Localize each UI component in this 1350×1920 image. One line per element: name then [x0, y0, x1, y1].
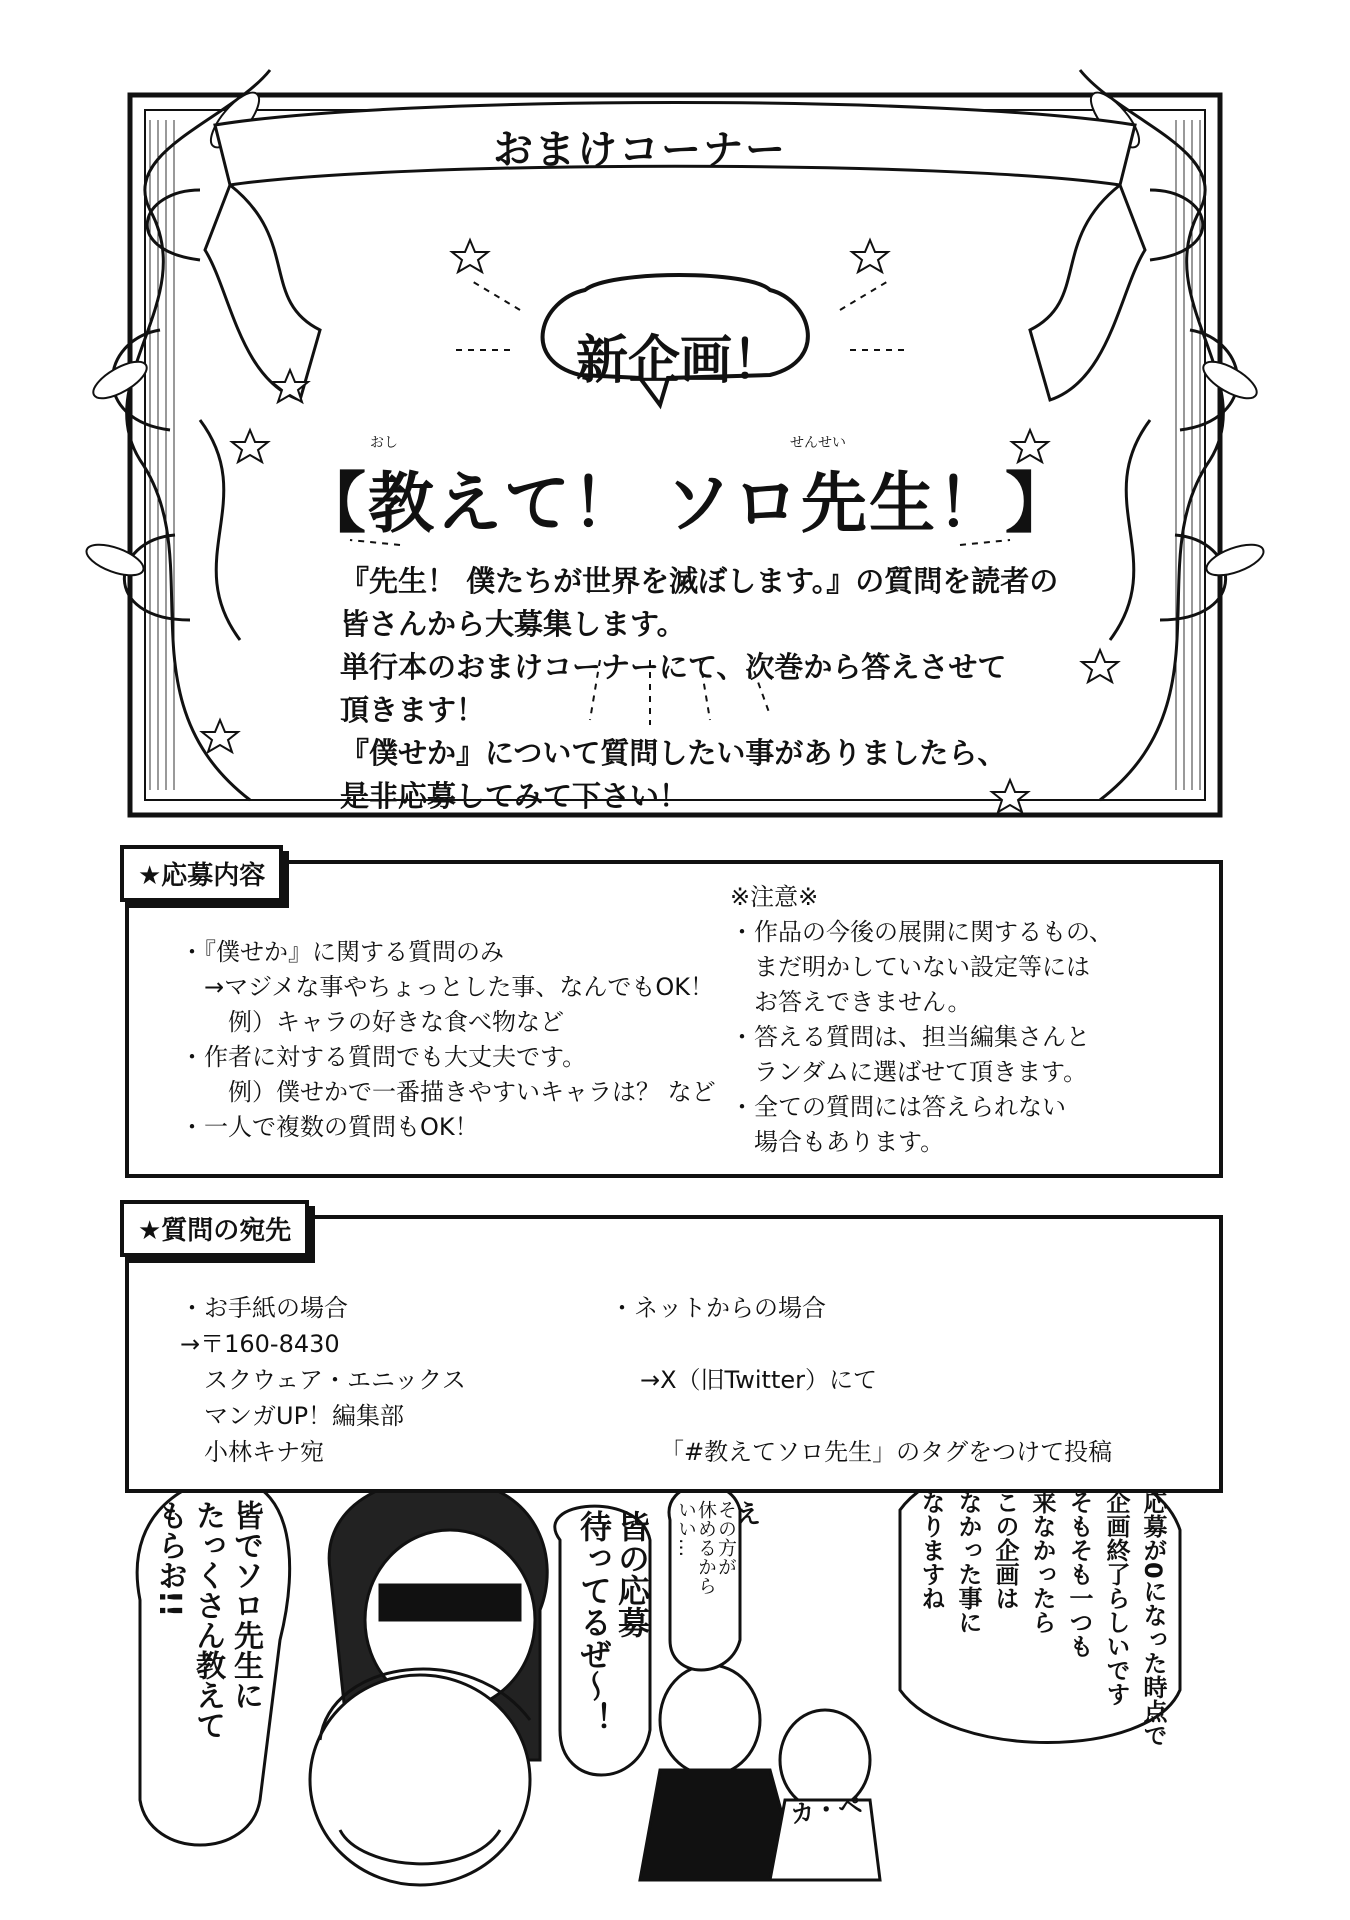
mail-line: マンガUP！編集部 — [180, 1402, 405, 1430]
intro-line: 『僕せか』について質問したい事がありましたら、 — [340, 736, 1007, 770]
speech-middle — [575, 1510, 651, 1770]
note-line: ランダムに選ばせて頂きます。 — [730, 1058, 1088, 1086]
mail-address-block — [180, 1290, 466, 1470]
speech-small — [675, 1500, 761, 1660]
intro-line: 是非応募してみて下さい！ — [340, 779, 689, 813]
speech-left — [150, 1500, 264, 1830]
mail-line: 小林キナ宛 — [180, 1438, 324, 1466]
intro-line: 単行本のおまけコーナーにて、次巻から答えさせて — [340, 650, 1007, 684]
list-item: ・作者に対する質問でも大丈夫です。 — [180, 1043, 587, 1071]
speech-line: 皆の応募 — [613, 1510, 651, 1638]
note-line: ・答える質問は、担当編集さんと — [730, 1023, 1090, 1051]
speech-line: え — [731, 1500, 761, 1526]
net-line: 「#教えてソロ先生」のタグをつけて投稿 — [660, 1438, 1113, 1466]
notes-title: ※注意※ — [730, 883, 819, 911]
speech-line: 応募が0になった時点で — [1139, 1490, 1167, 1747]
net-line: →X（旧Twitter）にて — [640, 1366, 877, 1394]
address-tab: ★質問の宛先 — [120, 1200, 309, 1257]
headline-ruby-oshi: おし — [370, 435, 398, 451]
notes-block — [730, 880, 1113, 1160]
kanpe-sign: カ・ペ — [788, 1791, 864, 1829]
intro-line: 頂きます！ — [340, 693, 486, 727]
speech-line: 待ってるぜ〜！ — [575, 1510, 613, 1734]
speech-line: 皆でソロ先生に — [228, 1500, 263, 1710]
intro-line: 『先生！ 僕たちが世界を滅ぼします。』の質問を読者の — [340, 564, 1059, 598]
speech-line: この企画は — [991, 1490, 1019, 1610]
speech-line: 来なかったら — [1028, 1490, 1056, 1634]
note-line: まだ明かしていない設定等には — [730, 953, 1090, 981]
list-item: 例）キャラの好きな食べ物など — [180, 1008, 564, 1036]
headline-title: 【教えて！ ソロ先生！】 — [300, 465, 1073, 542]
new-project-bubble-text: 新企画！ — [575, 331, 784, 391]
speech-line: もらお!! — [152, 1500, 187, 1618]
note-line: 場合もあります。 — [730, 1128, 945, 1156]
mail-heading: ・お手紙の場合 — [180, 1294, 348, 1322]
list-item: ・『僕せか』に関する質問のみ — [180, 938, 504, 966]
speech-line: いい… — [675, 1500, 697, 1557]
intro-line: 皆さんから大募集します。 — [340, 607, 686, 641]
speech-line: 休めるから — [695, 1500, 717, 1595]
speech-line: 企画終了らしいです — [1102, 1490, 1130, 1706]
intro-paragraph — [340, 560, 1060, 818]
entry-contents-list — [180, 935, 716, 1145]
net-heading: ・ネットからの場合 — [610, 1294, 826, 1322]
mail-line: →〒160-8430 — [180, 1330, 340, 1358]
list-item: 例）僕せかで一番描きやすいキャラは？ など — [180, 1078, 716, 1106]
entry-contents-tab: ★応募内容 — [120, 845, 283, 902]
speech-line: そもそも一つも — [1065, 1490, 1093, 1658]
speech-right — [912, 1490, 1171, 1790]
list-item: ・一人で複数の質問もOK！ — [180, 1113, 479, 1141]
headline-ruby-sensei: せんせい — [790, 435, 846, 451]
mail-line: スクウェア・エニックス — [180, 1366, 466, 1394]
note-line: お答えできません。 — [730, 988, 972, 1016]
note-line: ・作品の今後の展開に関するもの、 — [730, 918, 1114, 946]
list-item: →マジメな事やちょっとした事、なんでもOK！ — [180, 973, 715, 1001]
speech-line: その方が — [715, 1500, 737, 1576]
speech-line: なかった事に — [954, 1490, 982, 1634]
speech-line: たっくさん教えて — [190, 1500, 225, 1740]
banner-title: おまけコーナー — [493, 127, 787, 173]
note-line: ・全ての質問には答えられない — [730, 1093, 1066, 1121]
speech-line: なりますね — [917, 1490, 945, 1610]
